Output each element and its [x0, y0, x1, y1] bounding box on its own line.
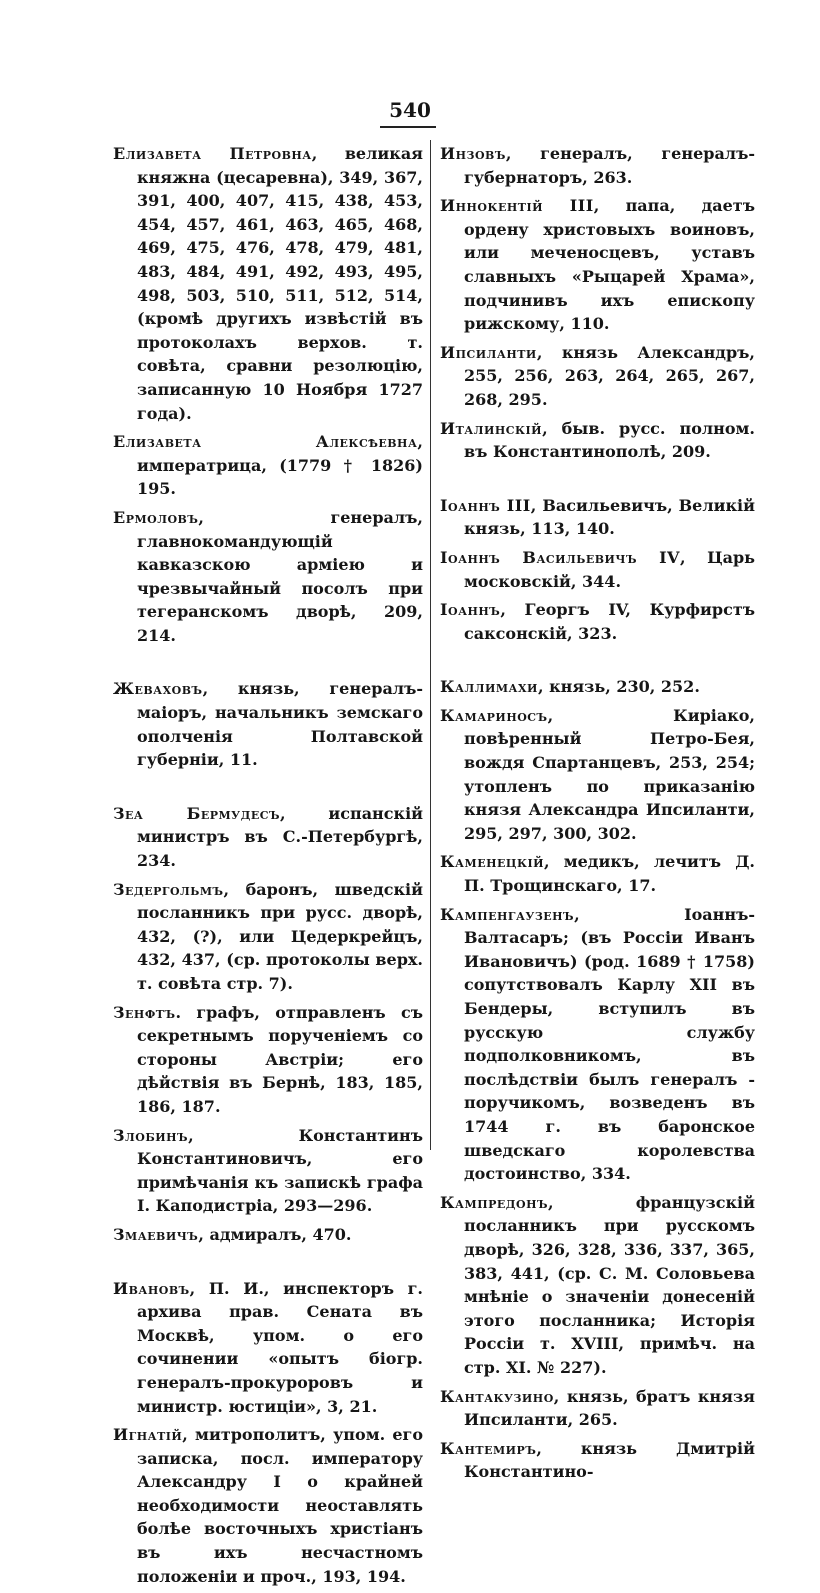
- page-number: 540: [389, 98, 431, 122]
- index-entry: [113, 506, 423, 648]
- entry-name: Камариносъ: [440, 705, 548, 725]
- entry-name: Кампенгаузенъ: [440, 904, 575, 924]
- entry-name: Каллимахи: [440, 677, 538, 697]
- index-entry: [440, 850, 755, 897]
- entry-text: , князь, 230, 252.: [537, 677, 700, 697]
- entry-text: , адмиралъ, 470.: [198, 1224, 352, 1244]
- entry-text: , генералъ, главнокомандующій кавказскою арміею и чрезвычайный посолъ при тегеранскомъ дворѣ, 209, 214.: [137, 507, 423, 645]
- entry-text: , князь, братъ князя Ипсиланти, 265.: [464, 1386, 755, 1430]
- entry-text: , великая княжна (цесаревна), 349, 367, 391, 400, 407, 415, 438, 453, 454, 457, 461, 463, 465, 468, 469, 475, 476, 478, 479, 481, 483, 484, 491, 492, 493, 495, 498, 503, 510, 511, 512, 514, (кромѣ другихъ извѣстій въ протоколахъ верхов. т. совѣта, сравни резолюцію, записанную 10 Ноября 1727 года).: [137, 144, 423, 423]
- index-entry: [440, 1385, 755, 1432]
- index-entry: [113, 430, 423, 501]
- entry-text: , Царь московскій, 344.: [464, 547, 755, 591]
- index-entry: [113, 677, 423, 771]
- entry-name: Іоаннъ III: [440, 495, 531, 515]
- index-entry: [113, 1001, 423, 1119]
- entry-text: , князь Александръ, 255, 256, 263, 264, 265, 267, 268, 295.: [464, 342, 755, 409]
- column-divider: [430, 140, 431, 1150]
- index-entry: [113, 1124, 423, 1218]
- index-entry: [440, 417, 755, 464]
- entry-name: Каменецкій: [440, 852, 545, 872]
- entry-text: , испанскій министръ въ С.-Петербургѣ, 234.: [137, 803, 424, 871]
- entry-text: , князь, генералъ-маіоръ, начальникъ земскаго ополченія Полтавской губерніи, 11.: [137, 679, 423, 770]
- index-entry: [113, 1223, 423, 1247]
- entry-name: Кампредонъ: [440, 1192, 549, 1212]
- index-entry: [113, 1423, 423, 1588]
- index-entry: [440, 675, 755, 699]
- entry-name: Кантемиръ: [440, 1438, 537, 1458]
- entry-text: , Іоаннъ-Валтасаръ; (въ Россіи Иванъ Ивановичъ) (род. 1689 † 1758) сопутствовалъ Карлу XII въ Бендеры, вступилъ въ русскую службу подполковникомъ, въ послѣдствіи былъ генералъ - поручикомъ, возведенъ въ 1744 г. въ баронское шведскаго королевства достоинство, 334.: [464, 904, 755, 1184]
- left-column: [113, 142, 423, 1593]
- entry-text: , генералъ, генералъ-губернаторъ, 263.: [464, 144, 755, 187]
- entry-text: . графъ, отправленъ съ секретнымъ порученіемъ со стороны Австріи; его дѣйствія въ Бернѣ, 183, 185, 186, 187.: [137, 1002, 423, 1116]
- entry-name: Елизавета Петровна: [113, 144, 312, 163]
- entry-name: Елизавета Алексѣевна: [113, 432, 418, 452]
- entry-name: Ермоловъ: [113, 507, 199, 527]
- entry-name: Іоаннъ Васильевичъ IV: [440, 547, 680, 567]
- index-entry: [440, 341, 755, 412]
- index-entry: [113, 878, 423, 996]
- index-entry: [440, 704, 755, 846]
- entry-name: Зенфтъ: [113, 1002, 176, 1022]
- entry-text: , князь Дмитрій Константино-: [464, 1438, 755, 1482]
- index-entry: [113, 142, 423, 425]
- entry-text: , императрица, (1779 † 1826) 195.: [137, 432, 423, 499]
- index-entry: [440, 598, 755, 645]
- entry-name: Зеа Бермудесъ: [113, 803, 281, 823]
- entry-text: , баронъ, шведскій посланникъ при русс. дворѣ, 432, (?), или Цедеркрейцъ, 432, 437, (ср. протоколы верх. т. совѣта стр. 7).: [137, 879, 423, 993]
- entry-name: Іоаннъ: [440, 600, 501, 620]
- entry-text: , быв. русс. полном. въ Константинополѣ, 209.: [464, 418, 755, 462]
- entry-name: Змаевичъ: [113, 1224, 199, 1244]
- entry-name: Италинскій: [440, 418, 543, 438]
- index-entry: [440, 142, 755, 189]
- index-entry: [440, 1191, 755, 1380]
- index-entry: [440, 1437, 755, 1484]
- entry-text: , митрополитъ, упом. его записка, посл. императору Александру I о крайней необходимости неоставлять болѣе восточныхъ христіанъ въ ихъ несчастномъ положеніи и проч., 193, 194.: [137, 1425, 423, 1586]
- index-entry: [440, 546, 755, 593]
- entry-name: Иннокентій III: [440, 196, 594, 216]
- top-rule: [380, 126, 436, 128]
- entry-name: Игнатій: [113, 1425, 183, 1445]
- entry-name: Ипсиланти: [440, 342, 537, 362]
- index-entry: [440, 194, 755, 336]
- entry-name: Злобинъ: [113, 1125, 189, 1145]
- entry-text: , Георгъ IV, Курфирстъ саксонскій, 323.: [464, 600, 755, 643]
- index-entry: [113, 802, 423, 873]
- entry-text: , папа, даетъ ордену христовыхъ воиновъ, или меченосцевъ, уставъ славныхъ «Рыцарей Храма», подчинивъ ихъ епископу рижскому, 110.: [464, 196, 755, 334]
- entry-text: , медикъ, лечитъ Д. П. Трощинскаго, 17.: [464, 852, 755, 896]
- entry-text: , П. И., инспекторъ г. архива прав. Сената въ Москвѣ, упом. о его сочинении «опытъ біогр. генералъ-прокуроровъ и министр. юстиціи», 3, 21.: [137, 1278, 423, 1416]
- entry-text: , Константинъ Константиновичъ, его примѣчанія къ запискѣ графа І. Каподистріа, 293—296.: [137, 1125, 423, 1216]
- entry-name: Инзовъ: [440, 144, 506, 163]
- entry-text: , французскій посланникъ при русскомъ дворѣ, 326, 328, 336, 337, 365, 383, 441, (ср. С. М. Соловьева мнѣніе о значеніи донесеній этого посланника; Исторія Россіи т. XVIII, примѣч. на стр. XI. № 227).: [464, 1192, 755, 1377]
- entry-name: Кантакузино: [440, 1386, 554, 1406]
- index-entry: [113, 1277, 423, 1419]
- index-entry: [440, 494, 755, 541]
- entry-name: Жеваховъ: [113, 679, 203, 699]
- entry-name: Зедергольмъ: [113, 879, 224, 899]
- right-column: [440, 142, 755, 1489]
- index-entry: [440, 903, 755, 1186]
- entry-text: , Киріако, повѣренный Петро-Бея, вождя Спартанцевъ, 253, 254; утопленъ по приказанію князя Александра Ипсиланти, 295, 297, 300, 302.: [464, 705, 755, 843]
- entry-name: Ивановъ: [113, 1278, 190, 1298]
- entry-text: , Васильевичъ, Великій князь, 113, 140.: [464, 495, 755, 539]
